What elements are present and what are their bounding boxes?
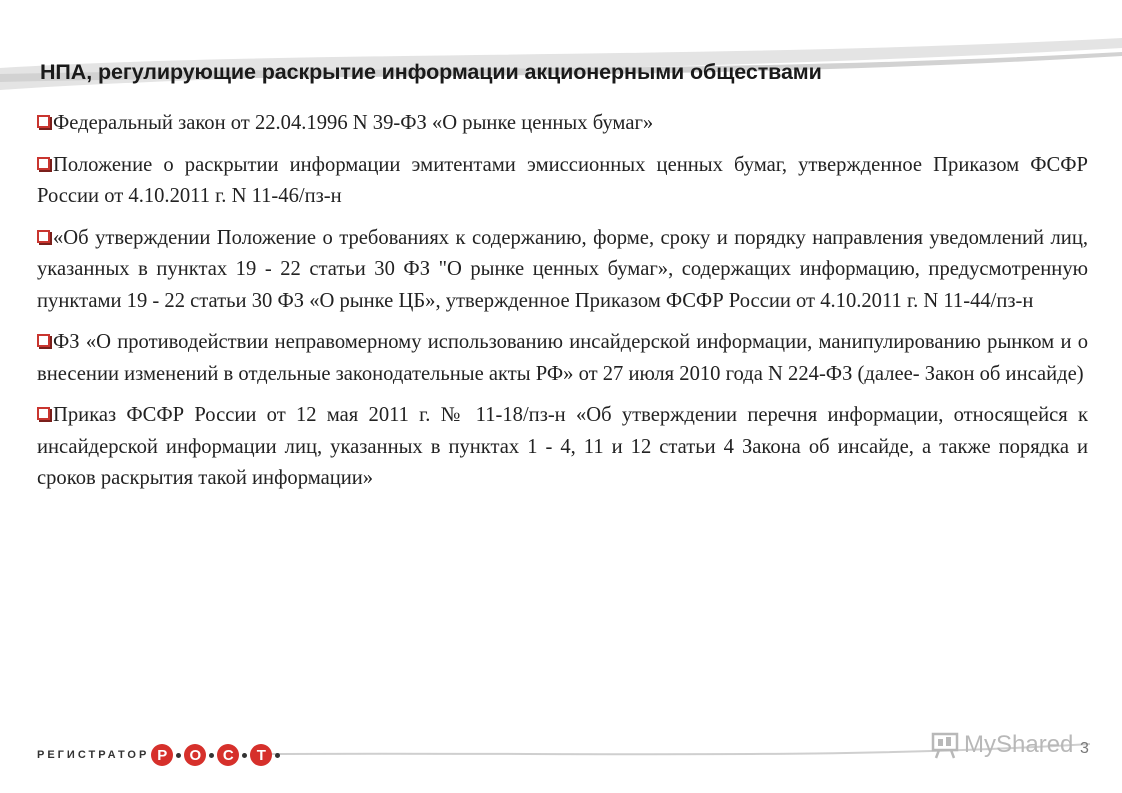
- myshared-watermark: [930, 730, 1073, 760]
- checkbox-bullet-icon: [37, 115, 50, 128]
- checkbox-bullet-icon: [37, 407, 50, 420]
- logo-letter: Т: [250, 744, 272, 766]
- logo-dot: [275, 753, 280, 758]
- checkbox-bullet-icon: [37, 230, 50, 243]
- list-item: [37, 108, 1088, 140]
- checkbox-bullet-icon: [37, 157, 50, 170]
- list-item: [37, 400, 1088, 495]
- page-number: 3: [1080, 740, 1089, 757]
- list-item: [37, 150, 1088, 213]
- logo-letter: Р: [151, 744, 173, 766]
- logo-dot: [242, 753, 247, 758]
- legal-acts-list: [37, 108, 1088, 505]
- logo-letter: С: [217, 744, 239, 766]
- list-item-text: Федеральный закон от 22.04.1996 N 39-ФЗ «О рынке ценных бумаг»: [53, 112, 654, 134]
- list-item-text: Положение о раскрытии информации эмитентами эмиссионных ценных бумаг, утвержденное Приказом ФСФР России от 4.10.2011 г. N 11-46/пз-н: [37, 153, 1088, 207]
- registrator-rost-logo: [37, 740, 283, 770]
- watermark-text: MyShared: [964, 731, 1074, 758]
- slide-title: НПА, регулирующие раскрытие информации акционерными обществами: [40, 60, 822, 84]
- list-item-text: «Об утверждении Положение о требованиях к содержанию, форме, сроку и порядку направления уведомлений лиц, указанных в пунктах 19 - 22 статьи 30 ФЗ "О рынке ценных бумаг», содержащих информацию, предусмотренную пунктами 19 - 22 статьи 30 ФЗ «О рынке ЦБ», утвержденное Приказом ФСФР России от 4.10.2011 г. N 11-44/пз-н: [37, 226, 1088, 312]
- presentation-board-icon: [930, 730, 960, 760]
- checkbox-bullet-icon: [37, 334, 50, 347]
- list-item-text: Приказ ФСФР России от 12 мая 2011 г. № 11-18/пз-н «Об утверждении перечня информации, относящейся к инсайдерской информации лиц, указанных в пунктах 1 - 4, 11 и 12 статьи 4 Закона об инсайде, а также порядка и сроков раскрытия такой информации»: [37, 404, 1088, 489]
- list-item-text: ФЗ «О противодействии неправомерному использованию инсайдерской информации, манипулированию рынком и о внесении изменений в отдельные законодательные акты РФ» от 27 июля 2010 года N 224-ФЗ (далее- Закон об инсайде): [37, 331, 1088, 385]
- logo-dot: [209, 753, 214, 758]
- list-item: [37, 223, 1088, 318]
- logo-letter: О: [184, 744, 206, 766]
- list-item: [37, 327, 1088, 390]
- logo-dot: [176, 753, 181, 758]
- logo-word: РЕГИСТРАТОР: [37, 749, 150, 761]
